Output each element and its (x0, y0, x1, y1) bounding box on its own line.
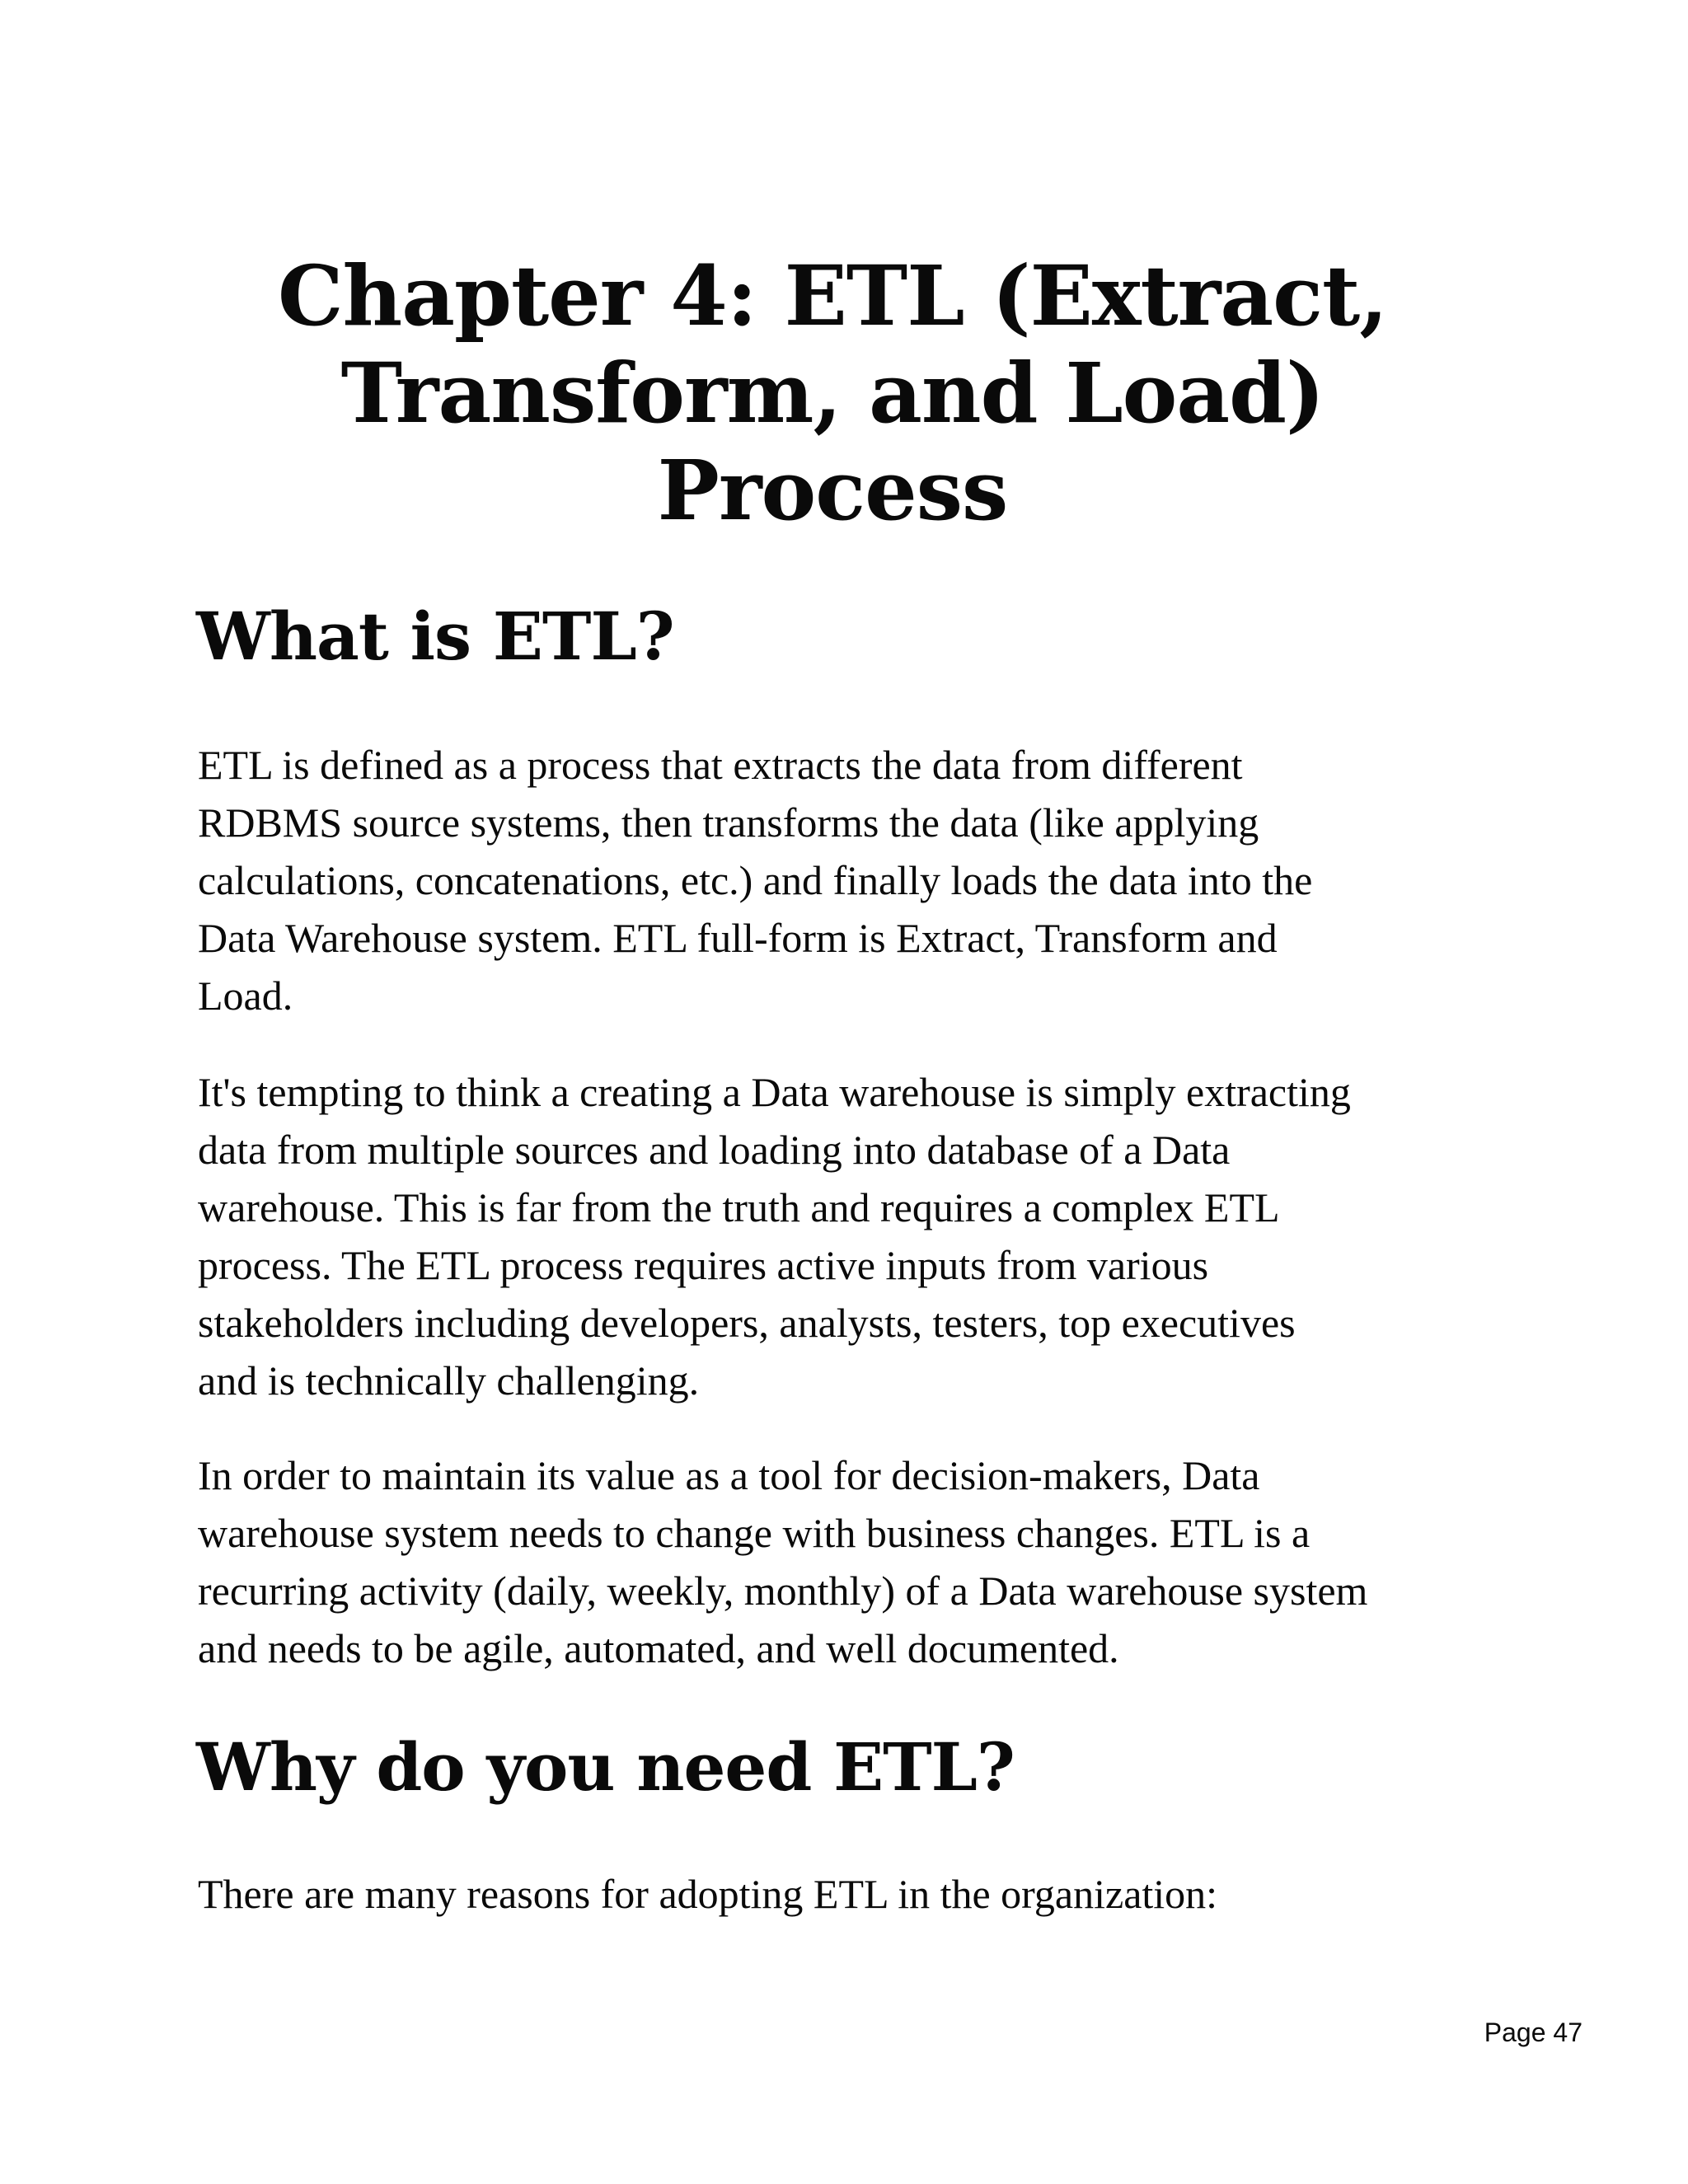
text-line: and needs to be agile, automated, and well documented. (198, 1625, 1119, 1671)
text-line: RDBMS source systems, then transforms the data (like applying (198, 799, 1259, 846)
chapter-title (247, 247, 1418, 539)
text-line: Load. (198, 972, 293, 1019)
paragraph-etl-complexity (198, 1063, 1517, 1409)
text-line: ETL is defined as a process that extracts the data from different (198, 742, 1243, 788)
text-line: process. The ETL process requires active inputs from various (198, 1242, 1209, 1288)
paragraph-etl-reasons-intro (198, 1865, 1517, 1923)
text-line: Data Warehouse system. ETL full-form is Extract, Transform and (198, 915, 1278, 961)
text-line: warehouse system needs to change with business changes. ETL is a (198, 1510, 1311, 1556)
chapter-title-line: Process (657, 442, 1008, 539)
paragraph-etl-recurring (198, 1446, 1517, 1677)
text-line: warehouse. This is far from the truth and requires a complex ETL (198, 1184, 1280, 1230)
paragraph-etl-definition (198, 736, 1517, 1024)
page-number: Page 47 (1484, 2018, 1582, 2047)
chapter-title-line: Chapter 4: ETL (Extract, (277, 247, 1388, 344)
text-line: In order to maintain its value as a tool for decision-makers, Data (198, 1452, 1260, 1498)
text-line: recurring activity (daily, weekly, monthly) of a Data warehouse system (198, 1568, 1368, 1614)
text-line: stakeholders including developers, analysts, testers, top executives (198, 1300, 1296, 1346)
text-line: and is technically challenging. (198, 1357, 700, 1404)
text-line: There are many reasons for adopting ETL in the organization: (198, 1871, 1218, 1917)
text-line: data from multiple sources and loading into database of a Data (198, 1127, 1231, 1173)
section-heading-what-is-etl: What is ETL? (196, 598, 674, 675)
chapter-title-line: Transform, and Load) (340, 344, 1325, 442)
text-line: calculations, concatenations, etc.) and finally loads the data into the (198, 857, 1313, 903)
text-line: It's tempting to think a creating a Data warehouse is simply extracting (198, 1069, 1351, 1115)
section-heading-why-need-etl: Why do you need ETL? (196, 1728, 1015, 1806)
